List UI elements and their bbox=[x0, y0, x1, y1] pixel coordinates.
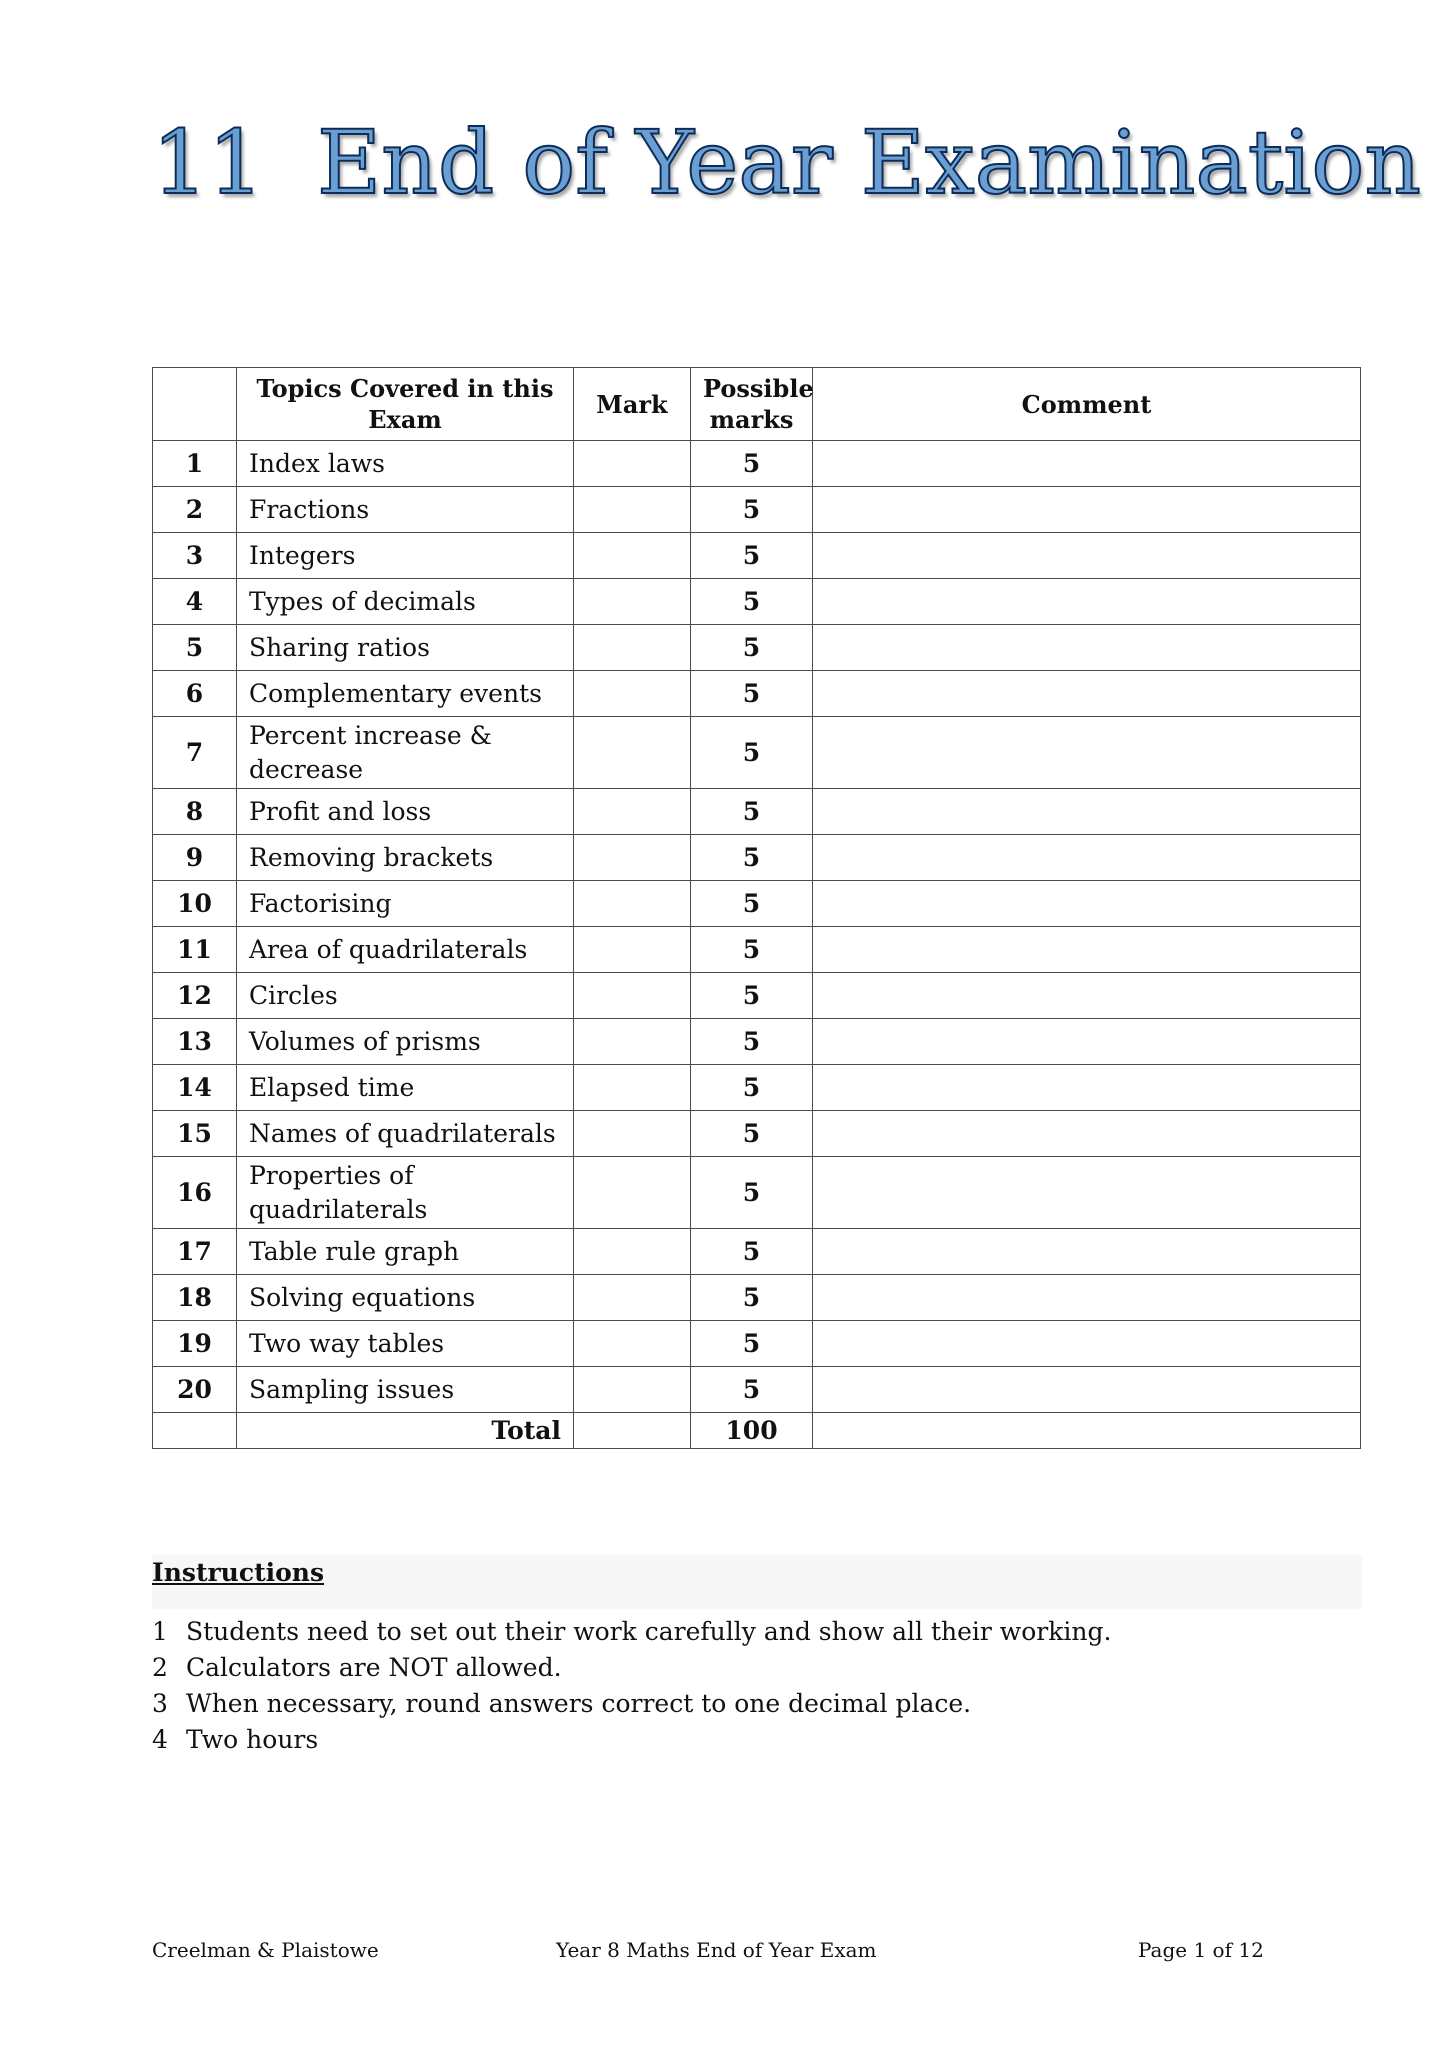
row-number: 19 bbox=[153, 1321, 237, 1367]
instruction-text: Calculators are NOT allowed. bbox=[186, 1653, 562, 1682]
row-comment-cell[interactable] bbox=[813, 717, 1361, 789]
row-topic: Table rule graph bbox=[237, 1229, 574, 1275]
column-header-comment: Comment bbox=[813, 368, 1361, 441]
row-comment-cell[interactable] bbox=[813, 1275, 1361, 1321]
table-row bbox=[153, 881, 1361, 927]
table-row bbox=[153, 1019, 1361, 1065]
table-row bbox=[153, 1367, 1361, 1413]
row-mark-cell[interactable] bbox=[574, 1275, 691, 1321]
row-possible-marks: 5 bbox=[691, 1275, 813, 1321]
row-number: 14 bbox=[153, 1065, 237, 1111]
table-row bbox=[153, 1321, 1361, 1367]
row-possible-marks: 5 bbox=[691, 789, 813, 835]
row-possible-marks: 5 bbox=[691, 927, 813, 973]
total-possible-marks: 100 bbox=[691, 1413, 813, 1449]
row-comment-cell[interactable] bbox=[813, 973, 1361, 1019]
instruction-number: 2 bbox=[152, 1653, 168, 1682]
row-topic: Integers bbox=[237, 533, 574, 579]
row-number: 4 bbox=[153, 579, 237, 625]
row-mark-cell[interactable] bbox=[574, 789, 691, 835]
list-item bbox=[152, 1686, 1111, 1722]
row-possible-marks: 5 bbox=[691, 671, 813, 717]
instructions-heading: Instructions bbox=[152, 1558, 325, 1587]
topics-table bbox=[152, 367, 1361, 1449]
list-item bbox=[152, 1722, 1111, 1758]
instruction-number: 4 bbox=[152, 1725, 168, 1754]
row-topic: Properties of quadrilaterals bbox=[237, 1157, 574, 1229]
row-mark-cell[interactable] bbox=[574, 533, 691, 579]
row-possible-marks: 5 bbox=[691, 1229, 813, 1275]
row-number: 10 bbox=[153, 881, 237, 927]
row-comment-cell[interactable] bbox=[813, 579, 1361, 625]
row-mark-cell[interactable] bbox=[574, 671, 691, 717]
row-number: 16 bbox=[153, 1157, 237, 1229]
table-row bbox=[153, 1157, 1361, 1229]
table-row bbox=[153, 835, 1361, 881]
row-possible-marks: 5 bbox=[691, 835, 813, 881]
table-row bbox=[153, 579, 1361, 625]
table-row bbox=[153, 671, 1361, 717]
row-possible-marks: 5 bbox=[691, 1019, 813, 1065]
table-row bbox=[153, 1275, 1361, 1321]
row-comment-cell[interactable] bbox=[813, 1229, 1361, 1275]
total-mark-cell[interactable] bbox=[574, 1413, 691, 1449]
row-topic: Two way tables bbox=[237, 1321, 574, 1367]
table-row bbox=[153, 625, 1361, 671]
row-topic: Sampling issues bbox=[237, 1367, 574, 1413]
row-comment-cell[interactable] bbox=[813, 533, 1361, 579]
row-possible-marks: 5 bbox=[691, 1157, 813, 1229]
row-number: 7 bbox=[153, 717, 237, 789]
row-number: 9 bbox=[153, 835, 237, 881]
column-header-possible-marks: Possible marks bbox=[691, 368, 813, 441]
row-mark-cell[interactable] bbox=[574, 717, 691, 789]
row-possible-marks: 5 bbox=[691, 441, 813, 487]
instruction-number: 3 bbox=[152, 1689, 168, 1718]
row-mark-cell[interactable] bbox=[574, 1065, 691, 1111]
table-row bbox=[153, 1065, 1361, 1111]
total-row bbox=[153, 1413, 1361, 1449]
page-title bbox=[152, 108, 1421, 218]
row-mark-cell[interactable] bbox=[574, 1367, 691, 1413]
instruction-number: 1 bbox=[152, 1617, 168, 1646]
row-possible-marks: 5 bbox=[691, 579, 813, 625]
row-mark-cell[interactable] bbox=[574, 1019, 691, 1065]
row-mark-cell[interactable] bbox=[574, 1157, 691, 1229]
row-mark-cell[interactable] bbox=[574, 1111, 691, 1157]
row-mark-cell[interactable] bbox=[574, 835, 691, 881]
table-row bbox=[153, 789, 1361, 835]
total-row-blank bbox=[153, 1413, 237, 1449]
table-row bbox=[153, 927, 1361, 973]
row-topic: Volumes of prisms bbox=[237, 1019, 574, 1065]
row-number: 3 bbox=[153, 533, 237, 579]
row-topic: Solving equations bbox=[237, 1275, 574, 1321]
row-mark-cell[interactable] bbox=[574, 973, 691, 1019]
row-mark-cell[interactable] bbox=[574, 881, 691, 927]
chapter-title: End of Year Examination bbox=[317, 111, 1421, 214]
row-mark-cell[interactable] bbox=[574, 625, 691, 671]
row-comment-cell[interactable] bbox=[813, 487, 1361, 533]
row-topic: Area of quadrilaterals bbox=[237, 927, 574, 973]
row-comment-cell[interactable] bbox=[813, 1367, 1361, 1413]
row-topic: Index laws bbox=[237, 441, 574, 487]
row-comment-cell[interactable] bbox=[813, 1321, 1361, 1367]
instruction-text: Students need to set out their work carefully and show all their working. bbox=[186, 1617, 1112, 1646]
row-topic: Factorising bbox=[237, 881, 574, 927]
row-number: 15 bbox=[153, 1111, 237, 1157]
row-comment-cell[interactable] bbox=[813, 441, 1361, 487]
row-number: 5 bbox=[153, 625, 237, 671]
row-mark-cell[interactable] bbox=[574, 441, 691, 487]
row-comment-cell[interactable] bbox=[813, 835, 1361, 881]
row-comment-cell[interactable] bbox=[813, 1019, 1361, 1065]
row-topic: Complementary events bbox=[237, 671, 574, 717]
column-header-mark: Mark bbox=[574, 368, 691, 441]
chapter-number: 11 bbox=[152, 111, 264, 214]
row-comment-cell[interactable] bbox=[813, 789, 1361, 835]
row-number: 17 bbox=[153, 1229, 237, 1275]
row-number: 1 bbox=[153, 441, 237, 487]
column-header-number bbox=[153, 368, 237, 441]
table-row bbox=[153, 717, 1361, 789]
row-comment-cell[interactable] bbox=[813, 927, 1361, 973]
row-mark-cell[interactable] bbox=[574, 927, 691, 973]
row-possible-marks: 5 bbox=[691, 533, 813, 579]
row-number: 11 bbox=[153, 927, 237, 973]
row-topic: Types of decimals bbox=[237, 579, 574, 625]
row-number: 12 bbox=[153, 973, 237, 1019]
footer-page-number: Page 1 of 12 bbox=[1138, 1938, 1264, 1962]
list-item bbox=[152, 1650, 1111, 1686]
table-row bbox=[153, 487, 1361, 533]
row-possible-marks: 5 bbox=[691, 487, 813, 533]
row-number: 8 bbox=[153, 789, 237, 835]
table-row bbox=[153, 973, 1361, 1019]
footer-document-title: Year 8 Maths End of Year Exam bbox=[556, 1938, 877, 1962]
row-number: 13 bbox=[153, 1019, 237, 1065]
row-possible-marks: 5 bbox=[691, 717, 813, 789]
row-number: 2 bbox=[153, 487, 237, 533]
row-mark-cell[interactable] bbox=[574, 579, 691, 625]
row-comment-cell[interactable] bbox=[813, 1157, 1361, 1229]
row-possible-marks: 5 bbox=[691, 973, 813, 1019]
row-possible-marks: 5 bbox=[691, 1367, 813, 1413]
instruction-text: Two hours bbox=[186, 1725, 319, 1754]
table-header-row bbox=[153, 368, 1361, 441]
row-topic: Circles bbox=[237, 973, 574, 1019]
row-topic: Elapsed time bbox=[237, 1065, 574, 1111]
row-comment-cell[interactable] bbox=[813, 1065, 1361, 1111]
row-possible-marks: 5 bbox=[691, 1065, 813, 1111]
instructions-heading-band bbox=[152, 1555, 1362, 1609]
row-topic: Sharing ratios bbox=[237, 625, 574, 671]
table-row bbox=[153, 1111, 1361, 1157]
row-possible-marks: 5 bbox=[691, 881, 813, 927]
row-topic: Percent increase & decrease bbox=[237, 717, 574, 789]
row-mark-cell[interactable] bbox=[574, 1321, 691, 1367]
row-comment-cell[interactable] bbox=[813, 625, 1361, 671]
row-number: 6 bbox=[153, 671, 237, 717]
total-comment-cell[interactable] bbox=[813, 1413, 1361, 1449]
row-topic: Names of quadrilaterals bbox=[237, 1111, 574, 1157]
row-topic: Removing brackets bbox=[237, 835, 574, 881]
row-number: 20 bbox=[153, 1367, 237, 1413]
row-possible-marks: 5 bbox=[691, 1111, 813, 1157]
instructions-list bbox=[152, 1614, 1111, 1758]
table-row bbox=[153, 1229, 1361, 1275]
row-comment-cell[interactable] bbox=[813, 881, 1361, 927]
instruction-text: When necessary, round answers correct to one decimal place. bbox=[186, 1689, 972, 1718]
row-possible-marks: 5 bbox=[691, 1321, 813, 1367]
table-row bbox=[153, 441, 1361, 487]
row-comment-cell[interactable] bbox=[813, 671, 1361, 717]
row-topic: Profit and loss bbox=[237, 789, 574, 835]
row-comment-cell[interactable] bbox=[813, 1111, 1361, 1157]
row-topic: Fractions bbox=[237, 487, 574, 533]
list-item bbox=[152, 1614, 1111, 1650]
footer-authors: Creelman & Plaistowe bbox=[152, 1938, 379, 1962]
total-label: Total bbox=[237, 1413, 574, 1449]
row-mark-cell[interactable] bbox=[574, 1229, 691, 1275]
row-mark-cell[interactable] bbox=[574, 487, 691, 533]
table-row bbox=[153, 533, 1361, 579]
row-number: 18 bbox=[153, 1275, 237, 1321]
row-possible-marks: 5 bbox=[691, 625, 813, 671]
column-header-topics: Topics Covered in this Exam bbox=[237, 368, 574, 441]
